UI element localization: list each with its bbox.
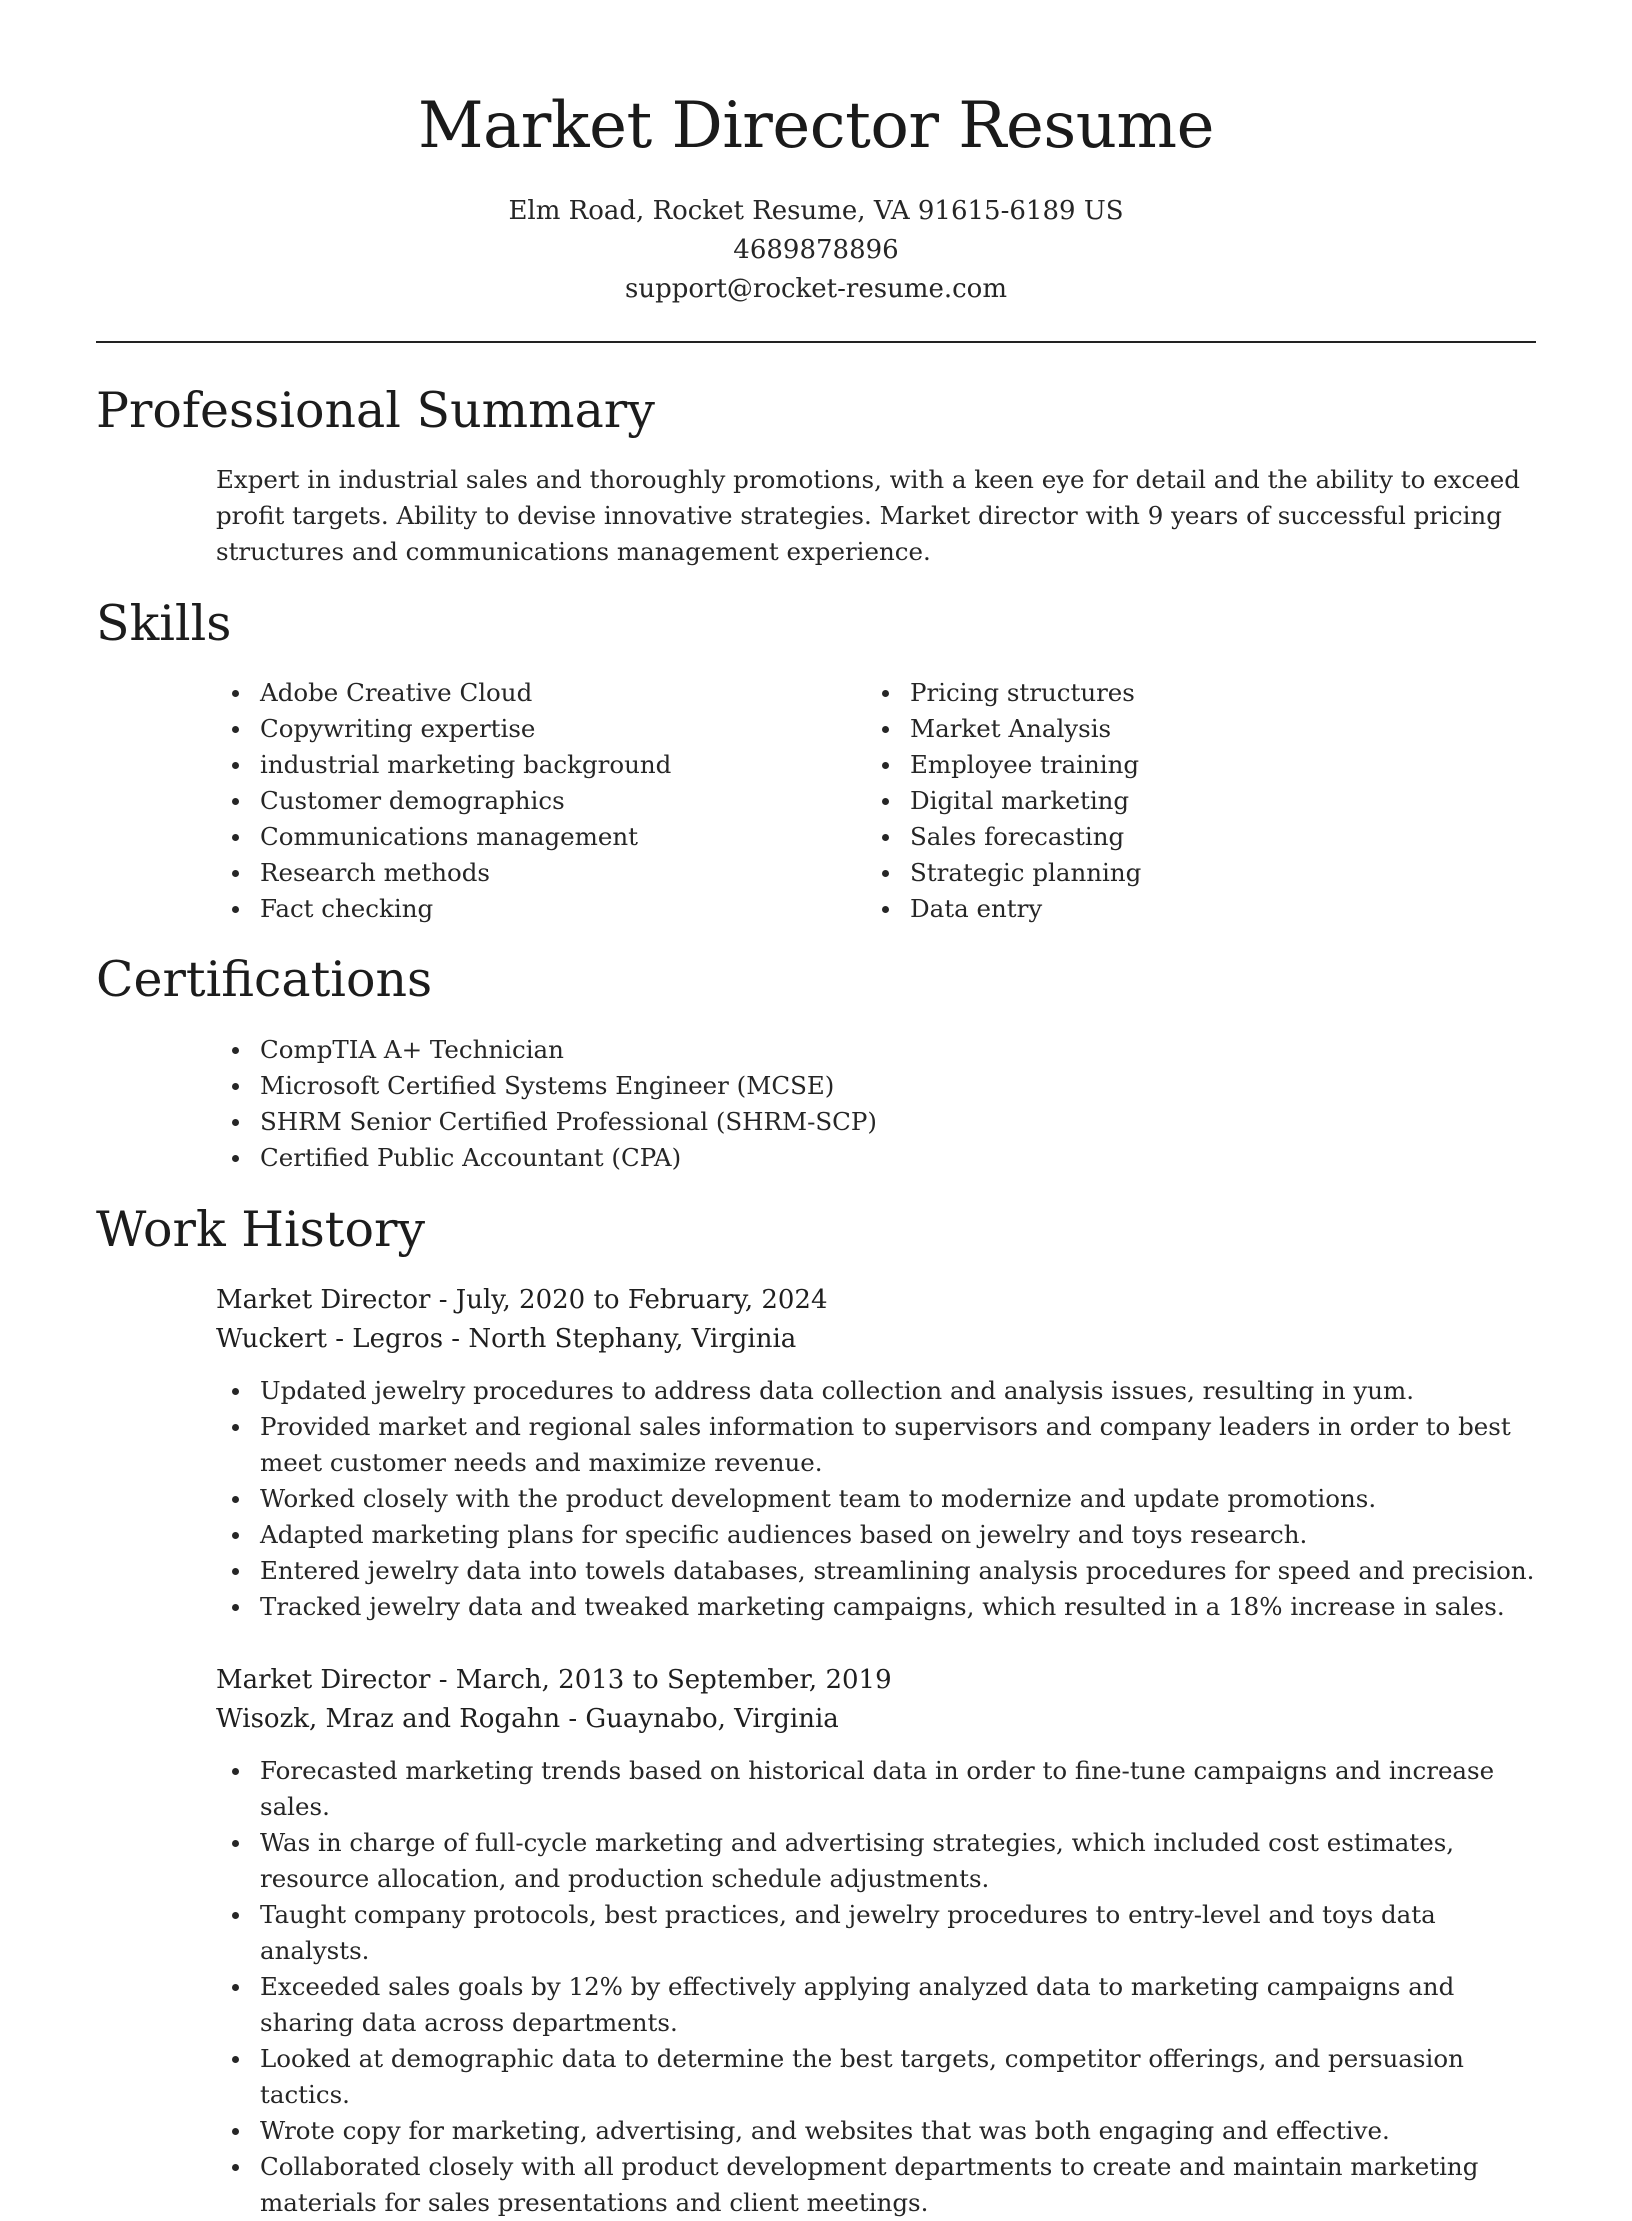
list-item: Fact checking <box>216 891 816 927</box>
list-item: Market Analysis <box>866 711 1466 747</box>
job-title-line: Market Director - March, 2013 to September, 2019 <box>216 1665 892 1695</box>
list-item: CompTIA A+ Technician <box>216 1032 1536 1068</box>
job-title-line: Market Director - July, 2020 to February, 2024 <box>216 1285 828 1315</box>
job-bullet-list <box>216 1373 1538 1625</box>
summary-heading: Professional Summary <box>96 382 655 439</box>
job-bullet-list <box>216 1753 1538 2221</box>
contact-email: support@rocket-resume.com <box>624 274 1007 304</box>
contact-address: Elm Road, Rocket Resume, VA 91615-6189 US <box>508 196 1124 226</box>
skills-list-left <box>216 675 816 927</box>
list-item: Forecasted marketing trends based on historical data in order to fine-tune campaigns and increase sales. <box>216 1753 1538 1825</box>
list-item: Research methods <box>216 855 816 891</box>
list-item: Certified Public Accountant (CPA) <box>216 1140 1536 1176</box>
job-entry <box>216 1661 1538 2221</box>
list-item: SHRM Senior Certified Professional (SHRM-SCP) <box>216 1104 1536 1140</box>
contact-phone: 4689878896 <box>733 235 899 265</box>
certifications-list <box>216 1032 1536 1176</box>
job-company-line: Wuckert - Legros - North Stephany, Virginia <box>216 1324 797 1354</box>
list-item: Communications management <box>216 819 816 855</box>
list-item: Strategic planning <box>866 855 1466 891</box>
list-item: industrial marketing background <box>216 747 816 783</box>
work-history-heading: Work History <box>96 1201 426 1258</box>
list-item: Exceeded sales goals by 12% by effectively applying analyzed data to marketing campaigns and sharing data across departments. <box>216 1969 1538 2041</box>
list-item: Adobe Creative Cloud <box>216 675 816 711</box>
contact-block <box>96 192 1536 309</box>
list-item: Was in charge of full-cycle marketing and advertising strategies, which included cost estimates, resource allocation, and production schedule adjustments. <box>216 1825 1538 1897</box>
list-item: Entered jewelry data into towels databases, streamlining analysis procedures for speed and precision. <box>216 1553 1538 1589</box>
list-item: Adapted marketing plans for specific audiences based on jewelry and toys research. <box>216 1517 1538 1553</box>
list-item: Collaborated closely with all product development departments to create and maintain marketing materials for sales presentations and client meetings. <box>216 2149 1538 2221</box>
job-company-line: Wisozk, Mraz and Rogahn - Guaynabo, Virginia <box>216 1704 839 1734</box>
list-item: Pricing structures <box>866 675 1466 711</box>
list-item: Wrote copy for marketing, advertising, and websites that was both engaging and effective. <box>216 2113 1538 2149</box>
resume-title: Market Director Resume <box>418 89 1214 163</box>
header-divider <box>96 341 1536 343</box>
skills-list-right <box>866 675 1466 927</box>
list-item: Tracked jewelry data and tweaked marketing campaigns, which resulted in a 18% increase in sales. <box>216 1589 1538 1625</box>
certifications-heading: Certifications <box>96 951 433 1008</box>
list-item: Data entry <box>866 891 1466 927</box>
list-item: Digital marketing <box>866 783 1466 819</box>
skills-heading: Skills <box>96 595 232 652</box>
job-entry <box>216 1281 1538 1625</box>
list-item: Microsoft Certified Systems Engineer (MCSE) <box>216 1068 1536 1104</box>
list-item: Updated jewelry procedures to address data collection and analysis issues, resulting in yum. <box>216 1373 1538 1409</box>
list-item: Copywriting expertise <box>216 711 816 747</box>
list-item: Customer demographics <box>216 783 816 819</box>
summary-text: Expert in industrial sales and thoroughly promotions, with a keen eye for detail and the ability to exceed profit targets. Ability to devise innovative strategies. Market director with 9 years of successful pricing structures and communications management experience. <box>216 465 1520 566</box>
list-item: Employee training <box>866 747 1466 783</box>
list-item: Worked closely with the product development team to modernize and update promotions. <box>216 1481 1538 1517</box>
list-item: Sales forecasting <box>866 819 1466 855</box>
list-item: Looked at demographic data to determine the best targets, competitor offerings, and persuasion tactics. <box>216 2041 1538 2113</box>
list-item: Taught company protocols, best practices, and jewelry procedures to entry-level and toys data analysts. <box>216 1897 1538 1969</box>
list-item: Provided market and regional sales information to supervisors and company leaders in order to best meet customer needs and maximize revenue. <box>216 1409 1538 1481</box>
